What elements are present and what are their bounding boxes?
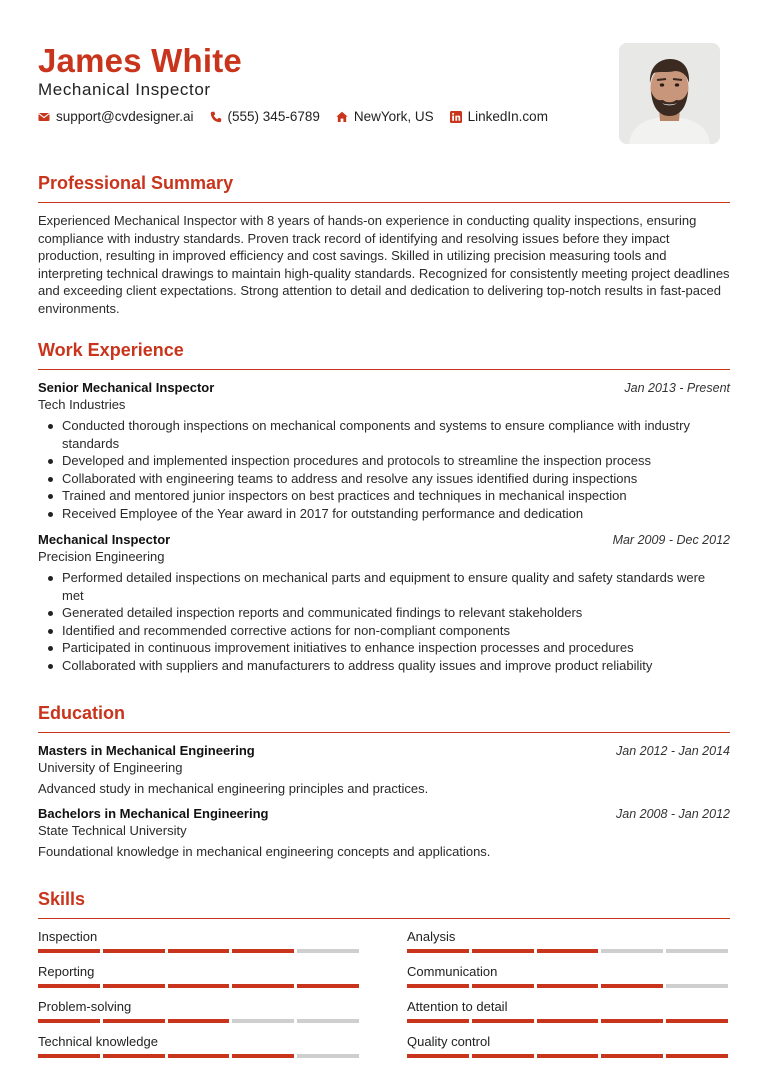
- skill-segment-filled: [168, 949, 230, 953]
- job-bullet: Collaborated with engineering teams to address and resolve any issues identified during inspections: [38, 470, 730, 488]
- education-description: Advanced study in mechanical engineering principles and practices.: [38, 781, 429, 796]
- resume-header: [38, 0, 730, 150]
- skill-segment-filled: [407, 1019, 469, 1023]
- skill-segment-filled: [38, 949, 100, 953]
- skill-segment-filled: [537, 1054, 599, 1058]
- profile-photo: [619, 43, 720, 144]
- contact-linkedin[interactable]: [450, 109, 548, 124]
- skill-segment-filled: [601, 984, 663, 988]
- skill-level-bar: [38, 1019, 359, 1023]
- job-bullet: Received Employee of the Year award in 2017 for outstanding performance and dedication: [38, 505, 730, 523]
- skills-grid: [38, 929, 730, 1058]
- skill-segment-empty: [666, 949, 728, 953]
- contact-email[interactable]: [38, 109, 194, 124]
- skill-segment-filled: [472, 1019, 534, 1023]
- skill-segment-filled: [666, 1054, 728, 1058]
- skill-segment-filled: [472, 984, 534, 988]
- degree-title: Bachelors in Mechanical Engineering: [38, 806, 269, 821]
- contact-location-text: NewYork, US: [353, 109, 434, 124]
- skill-name: Attention to detail: [407, 999, 508, 1014]
- skill-segment-empty: [297, 1054, 359, 1058]
- candidate-title: Mechanical Inspector: [38, 80, 211, 99]
- education-dates: Jan 2008 - Jan 2012: [616, 807, 730, 821]
- job-bullet: Developed and implemented inspection procedures and protocols to streamline the inspection process: [38, 452, 730, 470]
- job-entry: [38, 532, 730, 674]
- skill-level-bar: [38, 949, 359, 953]
- job-bullet: Collaborated with suppliers and manufacturers to address quality issues and improve product reliability: [38, 657, 730, 675]
- education-dates: Jan 2012 - Jan 2014: [616, 744, 730, 758]
- skill-segment-filled: [103, 1019, 165, 1023]
- education-entry: [38, 743, 730, 796]
- skill-level-bar: [38, 984, 359, 988]
- skill-segment-filled: [168, 1019, 230, 1023]
- skill-item: [38, 964, 359, 988]
- skill-segment-filled: [537, 949, 599, 953]
- candidate-name: James White: [38, 42, 242, 79]
- contact-phone[interactable]: [210, 109, 320, 124]
- skill-name: Technical knowledge: [38, 1034, 158, 1049]
- education-description: Foundational knowledge in mechanical engineering concepts and applications.: [38, 844, 491, 859]
- contact-phone-text: (555) 345-6789: [227, 109, 320, 124]
- skill-segment-filled: [472, 1054, 534, 1058]
- education-heading: Education: [38, 703, 730, 733]
- skill-segment-filled: [168, 984, 230, 988]
- skill-item: [38, 999, 359, 1023]
- job-dates: Mar 2009 - Dec 2012: [612, 533, 730, 547]
- job-bullet: Conducted thorough inspections on mechanical components and systems to ensure compliance with industry standards: [38, 417, 730, 452]
- job-role: Mechanical Inspector: [38, 532, 171, 547]
- skills-heading: Skills: [38, 889, 730, 919]
- skill-item: [407, 1034, 728, 1058]
- skill-level-bar: [407, 1019, 728, 1023]
- contact-email-text: support@cvdesigner.ai: [56, 109, 194, 124]
- job-bullet: Participated in continuous improvement initiatives to enhance inspection processes and procedures: [38, 639, 730, 657]
- envelope-icon: [38, 111, 50, 123]
- skill-name: Reporting: [38, 964, 95, 979]
- job-company: Precision Engineering: [38, 549, 165, 564]
- resume-page: [38, 0, 730, 1049]
- skill-segment-filled: [407, 1054, 469, 1058]
- summary-section: [38, 173, 730, 317]
- job-bullet: Trained and mentored junior inspectors on best practices and techniques in mechanical inspection: [38, 487, 730, 505]
- skill-segment-filled: [232, 949, 294, 953]
- summary-text: Experienced Mechanical Inspector with 8 years of hands-on experience in conducting quality inspections, ensuring compliance with industry standards. Proven track record of identifying and resolving issues before they impact production, resulting in improved efficiency and cost savings. Skilled in utilizing precision measuring tools and interpreting technical drawings to maintain high-quality standards. Recognized for consistently meeting project deadlines and exceeding client expectations. Strong attention to detail and dedication to delivering top-notch results in fast-paced environments.: [38, 213, 730, 316]
- job-role: Senior Mechanical Inspector: [38, 380, 215, 395]
- skill-segment-empty: [666, 984, 728, 988]
- job-dates: Jan 2013 - Present: [624, 381, 730, 395]
- job-bullet: Generated detailed inspection reports and communicated findings to relevant stakeholders: [38, 604, 730, 622]
- linkedin-icon: [450, 111, 462, 123]
- skill-segment-empty: [232, 1019, 294, 1023]
- skill-level-bar: [407, 1054, 728, 1058]
- contact-bar: [38, 109, 548, 124]
- school-name: University of Engineering: [38, 760, 183, 775]
- skill-name: Problem-solving: [38, 999, 132, 1014]
- skill-level-bar: [407, 984, 728, 988]
- skill-name: Inspection: [38, 929, 98, 944]
- contact-location: [336, 109, 434, 124]
- job-company: Tech Industries: [38, 397, 126, 412]
- skill-segment-filled: [601, 1019, 663, 1023]
- job-bullet: Performed detailed inspections on mechanical parts and equipment to ensure quality and safety standards were met: [38, 569, 730, 604]
- skill-item: [38, 929, 359, 953]
- skill-segment-filled: [38, 984, 100, 988]
- skill-level-bar: [38, 1054, 359, 1058]
- summary-heading: Professional Summary: [38, 173, 730, 203]
- skill-segment-filled: [103, 984, 165, 988]
- skill-segment-filled: [407, 949, 469, 953]
- skill-segment-filled: [297, 984, 359, 988]
- degree-title: Masters in Mechanical Engineering: [38, 743, 255, 758]
- skill-segment-filled: [666, 1019, 728, 1023]
- skill-name: Quality control: [407, 1034, 491, 1049]
- skill-segment-empty: [297, 1019, 359, 1023]
- job-bullet: Identified and recommended corrective actions for non-compliant components: [38, 622, 730, 640]
- skills-section: [38, 889, 730, 1058]
- experience-heading: Work Experience: [38, 340, 730, 370]
- job-bullets: [38, 569, 730, 674]
- skill-segment-filled: [168, 1054, 230, 1058]
- job-entry: [38, 380, 730, 522]
- skill-segment-filled: [601, 1054, 663, 1058]
- skill-item: [407, 999, 728, 1023]
- skill-item: [407, 929, 728, 953]
- skill-segment-filled: [537, 1019, 599, 1023]
- education-section: [38, 703, 730, 859]
- education-entry: [38, 806, 730, 859]
- skill-segment-empty: [601, 949, 663, 953]
- skill-level-bar: [407, 949, 728, 953]
- skill-segment-empty: [297, 949, 359, 953]
- skill-name: Analysis: [407, 929, 456, 944]
- experience-section: [38, 340, 730, 674]
- skill-segment-filled: [38, 1054, 100, 1058]
- skill-segment-filled: [38, 1019, 100, 1023]
- phone-icon: [210, 111, 222, 123]
- home-icon: [336, 111, 348, 123]
- contact-linkedin-text: LinkedIn.com: [467, 109, 548, 124]
- skill-segment-filled: [232, 984, 294, 988]
- skill-segment-filled: [472, 949, 534, 953]
- skill-item: [38, 1034, 359, 1058]
- skill-segment-filled: [407, 984, 469, 988]
- job-bullets: [38, 417, 730, 522]
- school-name: State Technical University: [38, 823, 187, 838]
- skill-segment-filled: [537, 984, 599, 988]
- skill-item: [407, 964, 728, 988]
- skill-name: Communication: [407, 964, 498, 979]
- skill-segment-filled: [232, 1054, 294, 1058]
- skill-segment-filled: [103, 949, 165, 953]
- skill-segment-filled: [103, 1054, 165, 1058]
